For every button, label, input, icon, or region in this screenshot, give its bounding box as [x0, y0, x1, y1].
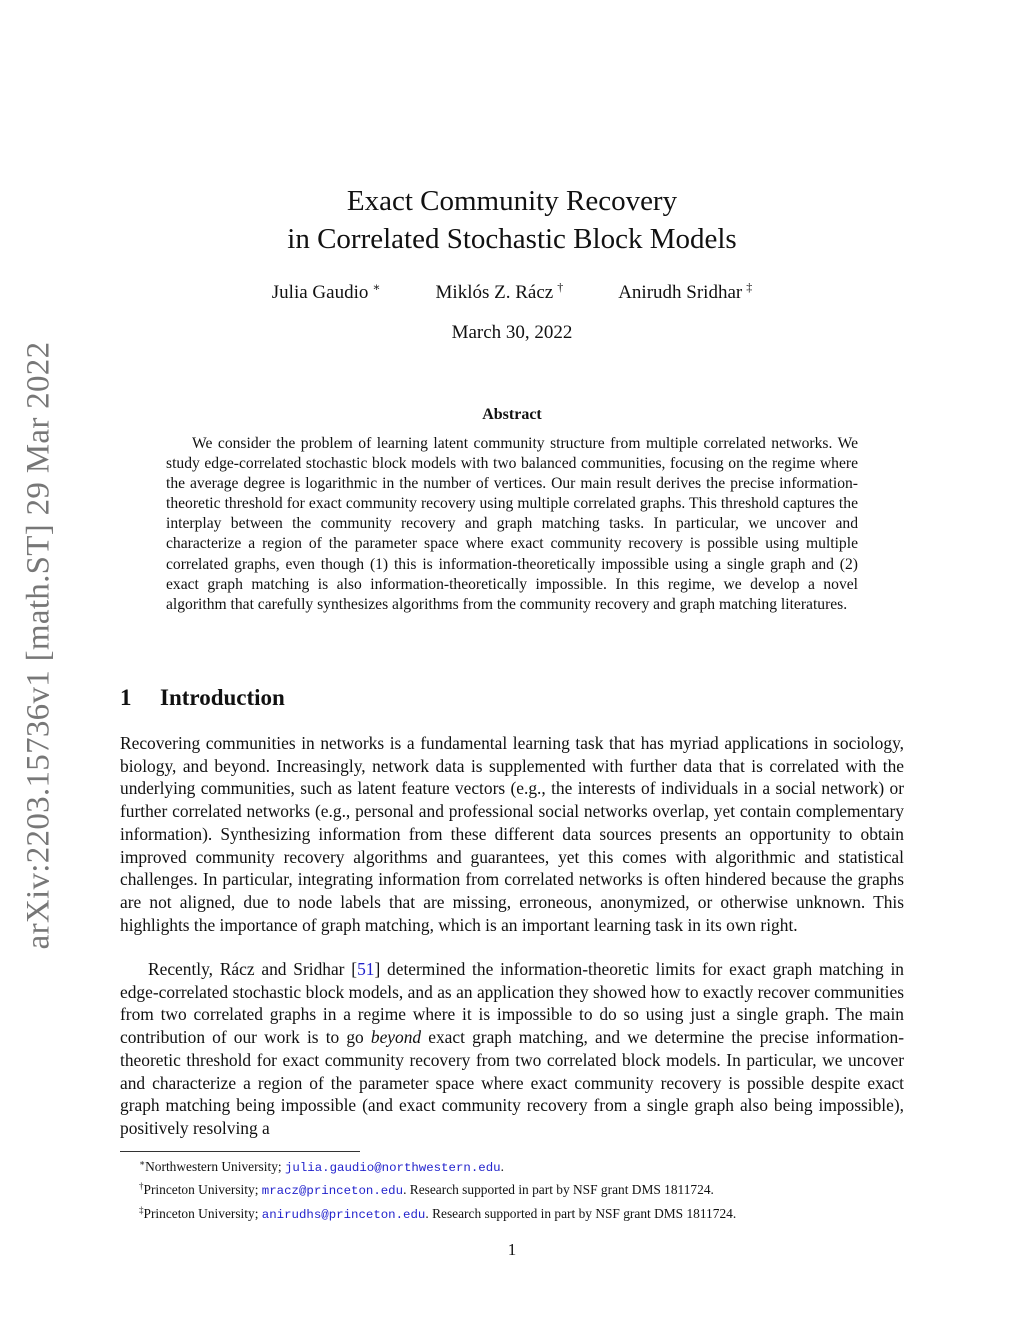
page-number: 1: [507, 1240, 517, 1259]
arxiv-identifier-stamp: [8, 330, 70, 960]
footnote-1-text: Northwestern University;: [145, 1159, 285, 1174]
section-title: Introduction: [160, 685, 285, 710]
footnote-1-email-link[interactable]: julia.gaudio@northwestern.edu: [284, 1161, 501, 1175]
author-3-footnote-mark: ‡: [746, 280, 753, 294]
section-heading-introduction: [120, 685, 285, 711]
title-line-2: in Correlated Stochastic Block Models: [287, 223, 737, 255]
arxiv-identifier-text: arXiv:2203.15736v1 [math.ST] 29 Mar 2022: [20, 341, 57, 949]
section-number: 1: [120, 685, 132, 710]
intro-p2-emphasis: beyond: [370, 1027, 422, 1048]
footnote-3-email-link[interactable]: anirudhs@princeton.edu: [261, 1207, 426, 1222]
footnote-2: [139, 1177, 909, 1200]
publication-date: March 30, 2022: [451, 322, 573, 343]
intro-paragraph-2: [120, 958, 904, 1140]
footnote-3: [139, 1201, 909, 1224]
author-list: [180, 280, 844, 304]
footnote-1-after: .: [500, 1159, 504, 1174]
intro-p2-end: exact graph matching, and we determine the precise information-theoretic threshold for exact community recovery from two correlated block models. In particular, we uncover and characterize a region of the parameter space where exact community recovery is possible despite exact graph matching being impossible (and exact community recovery from a single graph also being impossible), positively resolving a: [120, 1027, 904, 1138]
abstract-heading: Abstract: [482, 406, 542, 423]
footnote-3-text: Princeton University;: [143, 1205, 262, 1221]
paper-title: [180, 182, 844, 258]
intro-p2-mid: ] determined the information-theoretic limits for exact graph matching in edge-correlated stochastic block models, and as an application they showed how to exactly recover communities from two correlated graphs in a regime where it is impossible to do so using just a single graph. The main contribution of our work is to go: [120, 959, 904, 1048]
abstract-body: We consider the problem of learning latent community structure from multiple correlated networks. We study edge-correlated stochastic block models with two balanced communities, focusing on the regime where the average degree is logarithmic in the number of vertices. Our main result derives the precise information-theoretic threshold for exact community recovery using multiple correlated graphs. This threshold captures the interplay between the community recovery and graph matching tasks. In particular, we uncover and characterize a region of the parameter space where exact community recovery is possible using multiple correlated graphs, even though (1) this is information-theoretically impossible using a single graph and (2) exact graph matching is also information-theoretically impossible. In this regime, we develop a novel algorithm that carefully synthesizes algorithms from the community recovery and graph matching literatures.: [166, 435, 858, 613]
footnote-2-after: . Research supported in part by NSF grant DMS 1811724.: [403, 1182, 714, 1198]
footnote-2-mark: †: [139, 1181, 144, 1192]
author-3-name: Anirudh Sridhar: [618, 282, 743, 303]
footnote-1-mark: ∗: [139, 1158, 146, 1168]
footnote-1: [139, 1154, 909, 1177]
footnotes: [139, 1154, 909, 1224]
footnote-2-text: Princeton University;: [143, 1182, 262, 1198]
title-line-1: Exact Community Recovery: [346, 185, 678, 217]
author-3: [618, 280, 752, 304]
footnote-divider: [120, 1151, 360, 1152]
intro-p2-start: Recently, Rácz and Sridhar [: [148, 959, 358, 979]
footnote-2-email-link[interactable]: mracz@princeton.edu: [261, 1184, 404, 1199]
author-2-footnote-mark: †: [557, 280, 564, 294]
author-1-footnote-mark: ∗: [372, 280, 381, 294]
author-1: [272, 280, 381, 304]
footnote-3-after: . Research supported in part by NSF grant DMS 1811724.: [425, 1205, 737, 1221]
author-2: [436, 280, 564, 304]
footnote-3-mark: ‡: [139, 1204, 144, 1215]
citation-link-51[interactable]: 51: [357, 959, 375, 979]
author-1-name: Julia Gaudio: [271, 282, 369, 303]
intro-paragraph-1: Recovering communities in networks is a fundamental learning task that has myriad applications in sociology, biology, and beyond. Increasingly, network data is supplemented with further data that is correlated with the underlying communities, such as latent feature vectors (e.g., the interests of individuals in a social network) or further correlated networks (e.g., personal and professional social networks overlap, yet contain complementary information). Synthesizing information from these different data sources presents an opportunity to obtain improved community recovery algorithms and guarantees, yet this comes with algorithmic and statistical challenges. In particular, integrating information from correlated networks is often hindered because the graphs are not aligned, due to node labels that are missing, erroneous, anonymized, or otherwise unknown. This highlights the importance of graph matching, which is an important learning task in its own right.: [120, 733, 904, 935]
author-2-name: Miklós Z. Rácz: [435, 282, 554, 303]
